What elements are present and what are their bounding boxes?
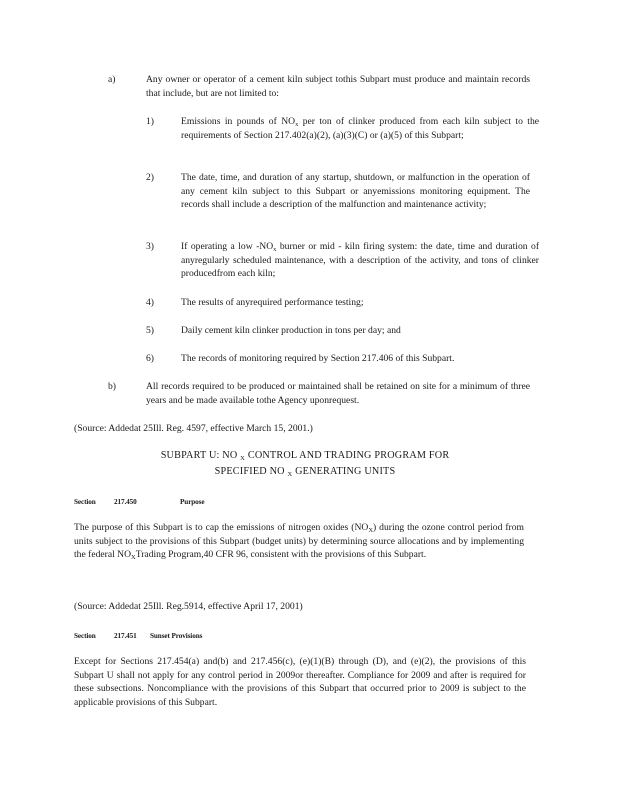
subitem-5-label: 5) — [146, 325, 154, 336]
subitem-2-label: 2) — [146, 172, 154, 183]
subitem-5-text: Daily cement kiln clinker production in tons per day; and — [181, 325, 401, 336]
subitem-1-text: Emissions in pounds of $NO_x$ per ton of clinker produced from each kiln subject to the requirements of Section 217.402(a)(2), (a)(3)(C) or (a)(5) of this Subpart; — [181, 116, 539, 141]
subitem-3-text: If operating a low $-NO_x$ burner or mid - kiln firing system: the date, time and duration of anyregularly scheduled maintenance, with a description of the activity, and tons of clinker producedfrom each kiln; — [181, 241, 540, 280]
section-451-heading: Section 217.451 Sunset Provisions — [74, 632, 203, 640]
item-b-text: All records required to be produced or maintained shall be retained on site for a minimum of three years and be made available tothe Agency uponrequest. — [146, 381, 530, 406]
subitem-6-label: 6) — [146, 353, 154, 364]
subitem-4-text: The results of anyrequired performance testing; — [181, 297, 364, 308]
section-450-heading: Section 217.450 Purpose — [74, 498, 205, 506]
item-a-label: a) — [108, 74, 116, 85]
subitem-2-text: The date, time, and duration of any startup, shutdown, or malfunction in the operation of any cement kiln subject to this Subpart or anyemissions monitoring equipment. The records shall include a description of the malfunction and maintenance activity; — [181, 172, 530, 211]
item-b-label: b) — [108, 381, 116, 392]
subitem-6-text: The records of monitoring required by Section 217.406 of this Subpart. — [181, 353, 455, 364]
subitem-1-label: 1) — [146, 116, 154, 127]
subpart-title-line1: SUBPART U: NO $_X$ CONTROL AND TRADING PROGRAM FOR — [160, 450, 450, 462]
section-450-text: The purpose of this Subpart is to cap the emissions of nitrogen oxides $(NO_X)$ during the ozone control period from units subject to the provisions of this Subpart (budget units) by determining source allocations and by implementing the federal $NO_XTrading$ Program,40 CFR 96, consistent with the provisions of this Subpart. — [74, 522, 524, 562]
source-note-2: (Source: Addedat 25Ill. Reg.5914, effective April 17, 2001) — [74, 601, 303, 612]
subitem-3-label: 3) — [146, 241, 154, 252]
source-note-1: (Source: Addedat 25Ill. Reg. 4597, effective March 15, 2001.) — [74, 423, 313, 434]
item-a-text: Any owner or operator of a cement kiln subject tothis Subpart must produce and maintain records that include, but are not limited to: — [146, 74, 530, 99]
subpart-title-line2: SPECIFIED NO $_X$ GENERATING UNITS — [214, 466, 396, 478]
subitem-4-label: 4) — [146, 297, 154, 308]
section-451-text: Except for Sections 217.454(a) and(b) and 217.456(c), (e)(1)(B) through (D), and (e)(2), the provisions of this Subpart U shall not apply for any control period in 2009or thereafter. Compliance for 2009 and after is required for these subsections. Noncompliance with the provisions of this Subpart that occurred prior to 2009 is subject to the applicable provisions of this Subpart. — [74, 656, 526, 708]
